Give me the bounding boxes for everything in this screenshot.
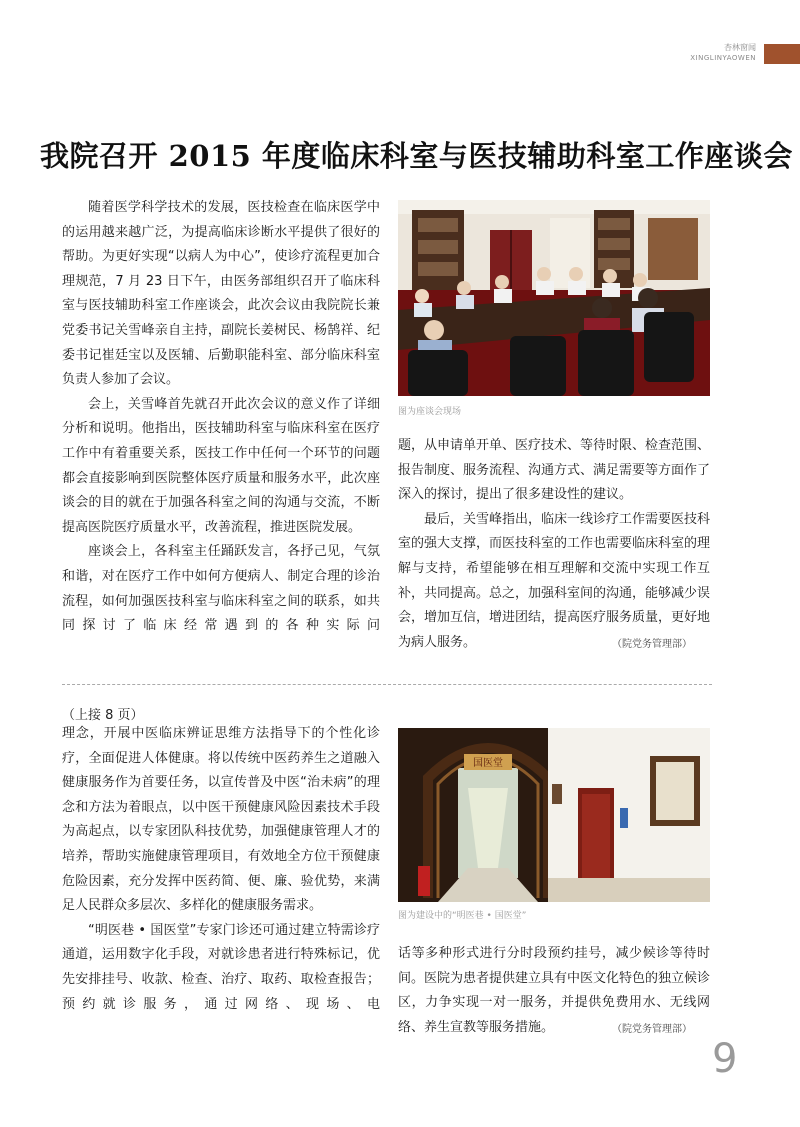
page-number: 9 [712, 1036, 738, 1082]
article2-paragraph-1: 理念，开展中医临床辨证思维方法指导下的个性化诊疗，全面促进人体健康。将以传统中医药养生之道融入健康服务作为首要任务，以宣传普及中医“治未病”的理念和方法为着眼点，以中医干预健康风险因素技术手段为高起点，以专家团队科技优势，加强健康管理人才的培养，帮助实施健康管理项目，有效地全方位干预健康危险因素，充分发挥中医药简、便、廉、验优势，来满足人民群众多层次、多样化的健康服务需求。 [62, 726, 380, 914]
header-brand-cn: 杏林窗闻 [724, 43, 756, 52]
article1-left-column [62, 196, 380, 639]
hallway-photo-image [398, 728, 710, 902]
meeting-photo [398, 200, 710, 396]
article2-paragraph-3: 话等多种形式进行分时段预约挂号，减少候诊等待时间。医院为患者提供建立具有中医文化特色的独立候诊区，力争实现一对一服务，并提供免费用水、无线网络、养生宣教等服务措施。 [398, 946, 711, 1035]
article1-byline: （院党务管理部） [612, 639, 692, 650]
article1-paragraph-3: 座谈会上，各科室主任踊跃发言，各抒己见，气氛和谐，对在医疗工作中如何方便病人、制定合理的诊治流程，如何加强医技科室与临床科室之间的联系，如共同探讨了临床经常遇到的各种实际问 [62, 544, 380, 634]
article1-paragraph-2: 会上，关雪峰首先就召开此次会议的意义作了详细分析和说明。他指出，医技辅助科室与临床科室在医疗工作中有着重要关系，医技工作中任何一个环节的问题都会直接影响到医院整体医疗质量和服务水平，此次座谈会的目的就在于加强各科室之间的沟通与交流，不断提高医院医疗质量水平，改善流程，推进医院发展。 [62, 396, 380, 535]
meeting-photo-image [398, 200, 710, 396]
article2-byline: （院党务管理部） [612, 1024, 692, 1035]
header-brand [690, 42, 756, 64]
article2-left-column [62, 722, 380, 1017]
section-divider [62, 684, 712, 685]
article1-paragraph-1: 随着医学科学技术的发展，医技检查在临床医学中的运用越来越广泛，为提高临床诊断水平提供了很好的帮助。为更好实现“以病人为中心”，使诊疗流程更加合理规范，7 月 23 日下午，由医务部组织召开了临床科室与医技辅助科室工作座谈会，此次会议由我院院长兼党委书记关雪峰亲自主持，副院长姜树民、杨鹄祥、纪委书记崔廷宝以及医辅、后勤职能科室、部分临床科室负责人参加了会议。 [62, 200, 380, 388]
article1-paragraph-4: 题，从申请单开单、医疗技术、等待时限、检查范围、报告制度、服务流程、沟通方式、满足需要等方面作了深入的探讨，提出了很多建设性的建议。 [398, 438, 711, 503]
article2-paragraph-2: “明医巷 • 国医堂”专家门诊还可通过建立特需诊疗通道，运用数字化手段，对就诊患者进行特殊标记，优先安排挂号、收款、检查、治疗、取药、取检查报告；预约就诊服务，通过网络、现场、电 [62, 922, 380, 1012]
hallway-sign-text: 国医堂 [473, 758, 503, 769]
hallway-photo-caption: 图为建设中的“明医巷 • 国医堂” [398, 911, 527, 921]
header-color-tab [764, 44, 800, 64]
article1-right-column [398, 434, 710, 655]
hallway-photo [398, 728, 710, 902]
article-title: 我院召开 2015 年度临床科室与医技辅助科室工作座谈会 [40, 139, 793, 173]
continued-note: （上接 8 页） [62, 708, 144, 723]
meeting-photo-caption: 图为座谈会现场 [398, 407, 462, 417]
header-brand-en: XINGLINYAOWEN [690, 54, 756, 62]
article1-paragraph-5: 最后，关雪峰指出，临床一线诊疗工作需要医技科室的强大支撑，而医技科室的工作也需要临床科室的理解与支持，希望能够在相互理解和交流中实现工作互补，共同提高。总之，加强科室间的沟通，能够减少误会，增加互信，增进团结，提高医疗服务质量，更好地为病人服务。 [398, 511, 711, 650]
